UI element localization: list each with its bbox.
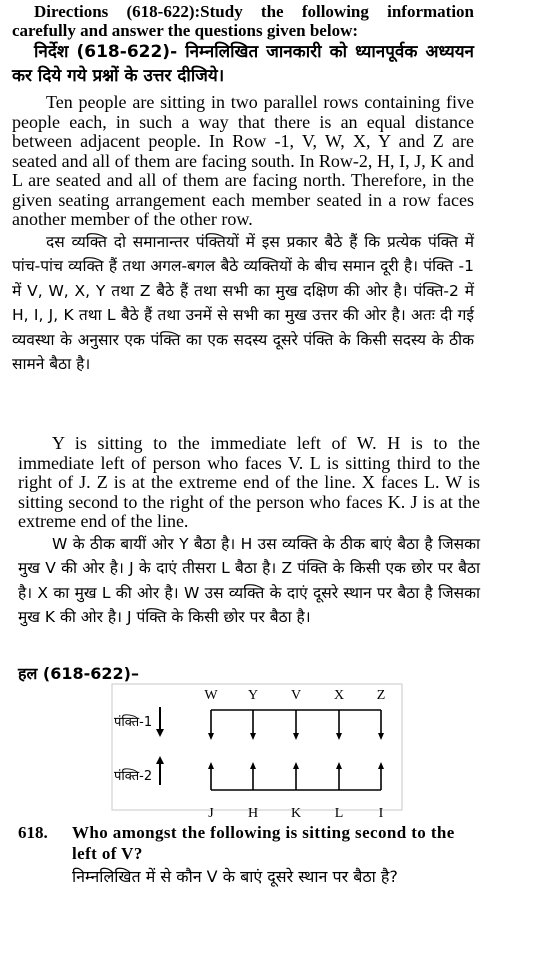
row2-arrowhead-j	[208, 762, 214, 769]
row1-arrowhead-v	[293, 733, 299, 740]
row1-arrowhead-w	[208, 733, 214, 740]
row1-person-x: X	[333, 688, 345, 703]
row2-arrowhead-k	[293, 762, 299, 769]
row1-person-v: V	[290, 688, 302, 703]
arrangement-english: Ten people are sitting in two parallel rows containing five people each, in such a way that there is an equal distance between adjacent people. In Row -1, V, W, X, Y and Z are seated and all of them are facing south. In Row-2, H, I, J, K and L are seated and all of them are facing north. Therefore, in the given seating arrangement each member seated in a row faces another member of the other row.	[12, 92, 474, 229]
row1-person-y: Y	[247, 688, 259, 703]
row1-person-w: W	[204, 688, 218, 703]
row1-arrowhead-z	[378, 733, 384, 740]
solution-label: हल (618-622)–	[18, 664, 139, 683]
row1-person-z: Z	[376, 688, 386, 703]
clues-paragraph	[18, 434, 480, 630]
directions-english: Directions (618-622):Study the following information carefully and answer the questions given below:	[12, 2, 474, 40]
row2-person-k: K	[290, 806, 302, 820]
row2-arrowhead-h	[250, 762, 256, 769]
row2-person-i: I	[378, 806, 384, 820]
directions-hindi: निर्देश (618-622)- निम्नलिखित जानकारी को ध्यानपूर्वक अध्ययन कर दिये गये प्रश्नों के उत्तर दीजिये।	[12, 42, 474, 86]
row2-label: पंक्ति-2	[114, 769, 153, 784]
seating-diagram	[0, 682, 542, 820]
row2-person-l: L	[334, 806, 344, 820]
clues-english: Y is sitting to the immediate left of W. H is to the immediate left of person who faces V. L is sitting third to the right of J. Z is at the extreme end of the line. X faces L. W is sitting second to the right of the person who faces K. J is at the extreme end of the line.	[18, 433, 480, 531]
row2-direction-arrow	[156, 756, 164, 785]
arrangement-paragraph	[12, 93, 474, 377]
clues-hindi: W के ठीक बायीं ओर Y बैठा है। H उस व्यक्ति के ठीक बाएं बैठा है जिसका मुख V की ओर है। J के दाएं तीसरा L बैठा है। Z पंक्ति के किसी एक छोर पर बैठा है। X का मुख L की ओर है। W उस व्यक्ति के दाएं दूसरे स्थान पर बैठा है जिसका मुख K की ओर है। J पंक्ति के किसी छोर पर बैठा है।	[18, 534, 480, 626]
arrangement-hindi: दस व्यक्ति दो समानान्तर पंक्तियों में इस प्रकार बैठे हैं कि प्रत्येक पंक्ति में पांच-पांच व्यक्ति हैं तथा अगल-बगल बैठे व्यक्तियों के बीच समान दूरी है। पंक्ति -1 में V, W, X, Y तथा Z बैठे हैं तथा सभी का मुख दक्षिण की ओर है। पंक्ति-2 में H, I, J, K तथा L बैठे हैं तथा उनमें से सभी का मुख उत्तर की ओर है। अतः दी गई व्यवस्था के अनुसार एक पंक्ति का एक सदस्य दूसरे पंक्ति के किसी सदस्य के ठीक सामने बैठा है।	[12, 232, 474, 373]
row2-person-h: H	[247, 806, 259, 820]
row1-arrowhead-y	[250, 733, 256, 740]
question-text-hindi: निम्नलिखित में से कौन V के बाएं दूसरे स्थान पर बैठा है?	[72, 867, 398, 886]
row1-label: पंक्ति-1	[114, 715, 153, 730]
row1-direction-arrow	[156, 707, 164, 737]
row1-arrowhead-x	[336, 733, 342, 740]
question-text-english: Who amongst the following is sitting second to the left of V?	[72, 823, 455, 863]
question-number: 618.	[18, 823, 48, 842]
directions-heading	[12, 2, 474, 88]
row2-person-j: J	[208, 806, 214, 820]
row2-arrowhead-l	[336, 762, 342, 769]
row2-arrowhead-i	[378, 762, 384, 769]
